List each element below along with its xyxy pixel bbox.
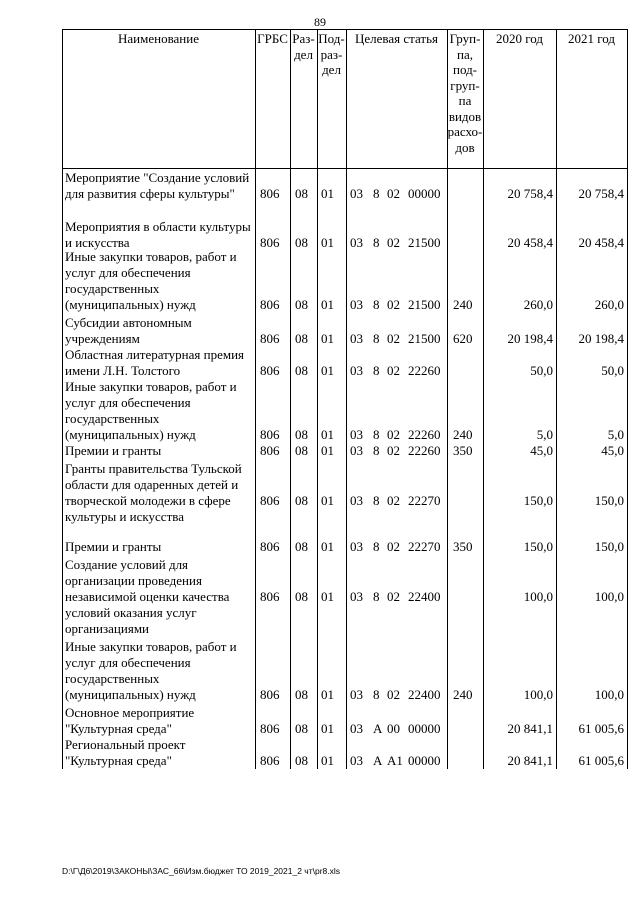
row-vr: 240 <box>453 687 473 702</box>
row-name: Субсидии автономным учреждениям <box>65 315 192 346</box>
row-grbs: 806 <box>260 687 280 702</box>
row-pr: 01 <box>321 493 334 508</box>
header-target-article: Целевая статья <box>354 31 438 46</box>
row-pr: 01 <box>321 331 334 346</box>
table-row <box>62 737 627 771</box>
row-cs3: 02 <box>387 539 400 554</box>
row-pr: 01 <box>321 687 334 702</box>
row-grbs: 806 <box>260 331 280 346</box>
row-grbs: 806 <box>260 363 280 378</box>
row-cs1: 03 <box>350 427 363 442</box>
row-pr: 01 <box>321 363 334 378</box>
row-grbs: 806 <box>260 753 280 768</box>
row-cs3: 02 <box>387 235 400 250</box>
column-divider <box>627 29 628 769</box>
row-cs4: 21500 <box>408 235 441 250</box>
budget-table <box>62 29 627 769</box>
table-row <box>62 539 627 557</box>
row-grbs: 806 <box>260 721 280 736</box>
table-row <box>62 249 627 315</box>
row-value-2020: 150,0 <box>523 539 553 554</box>
row-cs4: 22400 <box>408 687 441 702</box>
row-grbs: 806 <box>260 235 280 250</box>
row-cs3: 02 <box>387 589 400 604</box>
row-cs2: 8 <box>373 427 380 442</box>
row-cs3: 02 <box>387 687 400 702</box>
row-rz: 08 <box>295 589 308 604</box>
row-value-2020: 5,0 <box>536 427 553 442</box>
row-grbs: 806 <box>260 186 280 201</box>
row-cs1: 03 <box>350 363 363 378</box>
row-cs3: 02 <box>387 297 400 312</box>
row-cs2: 8 <box>373 363 380 378</box>
table-top-border <box>62 29 627 30</box>
row-value-2021: 61 005,6 <box>578 721 624 736</box>
row-value-2021: 20 758,4 <box>578 186 624 201</box>
row-cs4: 00000 <box>408 721 441 736</box>
table-row <box>62 219 627 249</box>
row-grbs: 806 <box>260 427 280 442</box>
row-cs2: А <box>373 753 383 768</box>
row-pr: 01 <box>321 539 334 554</box>
row-name: Основное мероприятие "Культурная среда" <box>65 705 195 736</box>
row-cs3: А1 <box>387 753 403 768</box>
row-cs1: 03 <box>350 443 363 458</box>
table-row <box>62 347 627 379</box>
row-vr: 350 <box>453 539 473 554</box>
row-rz: 08 <box>295 493 308 508</box>
row-rz: 08 <box>295 753 308 768</box>
row-cs2: 8 <box>373 687 380 702</box>
row-name: Создание условий для организации проведения независимой оценки качества условий оказания услуг организациями <box>65 557 230 636</box>
header-name: Наименование <box>118 31 199 46</box>
row-rz: 08 <box>295 539 308 554</box>
row-grbs: 806 <box>260 493 280 508</box>
row-cs2: 8 <box>373 235 380 250</box>
row-pr: 01 <box>321 186 334 201</box>
row-cs1: 03 <box>350 753 363 768</box>
row-value-2021: 45,0 <box>601 443 624 458</box>
header-razdel: Раз- дел <box>292 31 315 62</box>
row-value-2021: 100,0 <box>594 687 624 702</box>
table-row <box>62 315 627 347</box>
row-value-2020: 100,0 <box>523 589 553 604</box>
row-cs1: 03 <box>350 721 363 736</box>
row-cs2: 8 <box>373 493 380 508</box>
file-path-footer: D:\Г\Д6\2019\ЗАКОНЫ\ЗАС_66\Изм.бюджет ТО 2019_2021_2 чт\pr8.xls <box>62 866 341 876</box>
row-cs4: 21500 <box>408 297 441 312</box>
row-name: Премии и гранты <box>65 539 162 554</box>
header-podrazdel: Под- раз- дел <box>318 31 345 77</box>
row-cs2: 8 <box>373 297 380 312</box>
row-value-2020: 20 841,1 <box>507 721 553 736</box>
row-vr: 240 <box>453 297 473 312</box>
row-vr: 620 <box>453 331 473 346</box>
page-number: 89 <box>314 15 326 29</box>
row-cs4: 22260 <box>408 427 441 442</box>
row-cs2: 8 <box>373 539 380 554</box>
table-row <box>62 705 627 737</box>
row-name: Иные закупки товаров, работ и услуг для обеспечения государственных (муниципальных) нужд <box>65 639 237 702</box>
row-name: Мероприятие "Создание условий для развития сферы культуры" <box>65 170 250 201</box>
row-value-2021: 150,0 <box>594 493 624 508</box>
row-value-2021: 50,0 <box>601 363 624 378</box>
row-value-2021: 5,0 <box>607 427 624 442</box>
row-value-2021: 150,0 <box>594 539 624 554</box>
row-value-2021: 100,0 <box>594 589 624 604</box>
table-row <box>62 461 627 539</box>
row-cs4: 22260 <box>408 363 441 378</box>
row-vr: 350 <box>453 443 473 458</box>
row-rz: 08 <box>295 443 308 458</box>
row-cs2: А <box>373 721 383 736</box>
row-rz: 08 <box>295 687 308 702</box>
row-name: Региональный проект "Культурная среда" <box>65 737 186 768</box>
row-cs3: 02 <box>387 443 400 458</box>
row-value-2020: 20 841,1 <box>507 753 553 768</box>
row-pr: 01 <box>321 443 334 458</box>
row-cs3: 02 <box>387 186 400 201</box>
row-value-2020: 100,0 <box>523 687 553 702</box>
row-cs3: 02 <box>387 493 400 508</box>
table-row <box>62 557 627 639</box>
row-name: Областная литературная премия имени Л.Н. Толстого <box>65 347 245 378</box>
row-pr: 01 <box>321 235 334 250</box>
row-value-2020: 260,0 <box>523 297 553 312</box>
row-value-2020: 150,0 <box>523 493 553 508</box>
row-cs3: 02 <box>387 363 400 378</box>
row-pr: 01 <box>321 589 334 604</box>
row-cs1: 03 <box>350 589 363 604</box>
row-value-2020: 20 758,4 <box>507 186 553 201</box>
row-pr: 01 <box>321 427 334 442</box>
row-value-2020: 50,0 <box>530 363 553 378</box>
row-rz: 08 <box>295 721 308 736</box>
row-cs4: 22270 <box>408 539 441 554</box>
row-cs1: 03 <box>350 687 363 702</box>
header-expense-group: Груп- па, под- груп- па видов расхо- дов <box>447 31 483 155</box>
row-value-2020: 20 458,4 <box>507 235 553 250</box>
row-rz: 08 <box>295 297 308 312</box>
header-grbs: ГРБС <box>257 31 288 46</box>
row-cs4: 21500 <box>408 331 441 346</box>
row-value-2021: 20 198,4 <box>578 331 624 346</box>
row-name: Иные закупки товаров, работ и услуг для обеспечения государственных (муниципальных) нужд <box>65 249 237 312</box>
row-vr: 240 <box>453 427 473 442</box>
row-cs1: 03 <box>350 235 363 250</box>
row-pr: 01 <box>321 721 334 736</box>
row-grbs: 806 <box>260 443 280 458</box>
row-name: Премии и гранты <box>65 443 162 458</box>
row-cs1: 03 <box>350 493 363 508</box>
row-value-2020: 45,0 <box>530 443 553 458</box>
header-bottom-border <box>62 168 627 169</box>
row-cs1: 03 <box>350 297 363 312</box>
row-rz: 08 <box>295 363 308 378</box>
row-rz: 08 <box>295 427 308 442</box>
row-cs2: 8 <box>373 186 380 201</box>
row-cs3: 02 <box>387 331 400 346</box>
row-cs1: 03 <box>350 186 363 201</box>
row-cs4: 00000 <box>408 186 441 201</box>
row-pr: 01 <box>321 297 334 312</box>
row-cs4: 22260 <box>408 443 441 458</box>
row-name: Иные закупки товаров, работ и услуг для обеспечения государственных (муниципальных) нужд <box>65 379 237 442</box>
row-cs2: 8 <box>373 443 380 458</box>
table-row <box>62 639 627 705</box>
row-cs2: 8 <box>373 331 380 346</box>
row-rz: 08 <box>295 331 308 346</box>
row-pr: 01 <box>321 753 334 768</box>
table-row <box>62 170 627 218</box>
row-cs4: 22270 <box>408 493 441 508</box>
row-cs4: 00000 <box>408 753 441 768</box>
row-rz: 08 <box>295 235 308 250</box>
header-year-2020: 2020 год <box>496 31 543 46</box>
row-name: Мероприятия в области культуры и искусства <box>65 219 251 250</box>
header-year-2021: 2021 год <box>568 31 615 46</box>
row-grbs: 806 <box>260 539 280 554</box>
row-value-2021: 61 005,6 <box>578 753 624 768</box>
table-row <box>62 443 627 461</box>
row-value-2021: 260,0 <box>594 297 624 312</box>
row-cs1: 03 <box>350 539 363 554</box>
row-grbs: 806 <box>260 297 280 312</box>
row-cs3: 00 <box>387 721 400 736</box>
row-value-2020: 20 198,4 <box>507 331 553 346</box>
row-name: Гранты правительства Тульской области для одаренных детей и творческой молодежи в сфере культуры и искусства <box>65 461 242 524</box>
row-cs1: 03 <box>350 331 363 346</box>
row-grbs: 806 <box>260 589 280 604</box>
row-rz: 08 <box>295 186 308 201</box>
table-row <box>62 379 627 443</box>
row-cs4: 22400 <box>408 589 441 604</box>
row-cs3: 02 <box>387 427 400 442</box>
row-cs2: 8 <box>373 589 380 604</box>
row-value-2021: 20 458,4 <box>578 235 624 250</box>
